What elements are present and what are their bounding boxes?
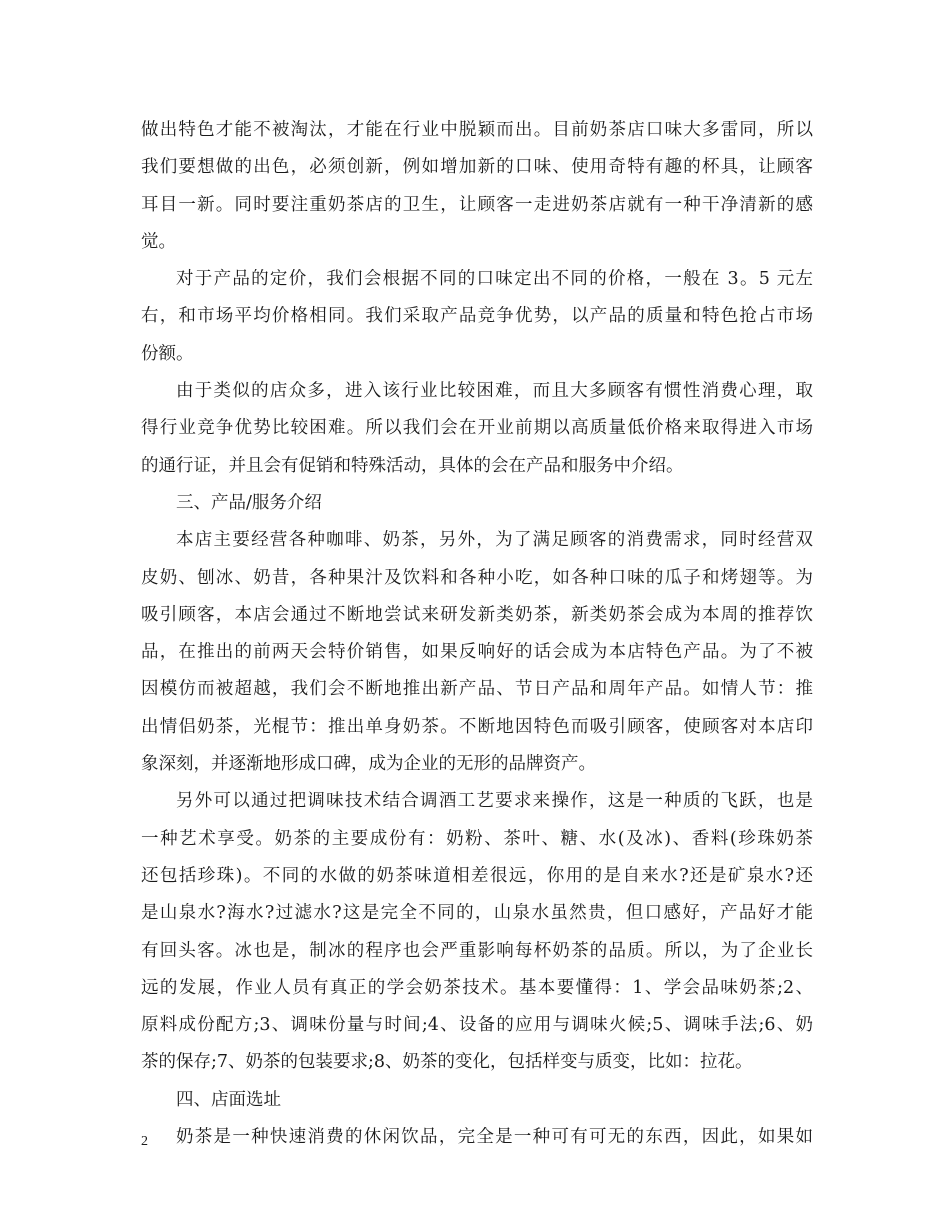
- text-line: 象深刻，并逐渐地形成口碑，成为企业的无形的品牌资产。: [141, 754, 596, 775]
- text-line: 份额。: [141, 343, 194, 364]
- text-line: 耳目一新。同时要注重奶茶店的卫生，让顾客一走进奶茶店就有一种干净清新的感: [141, 194, 813, 215]
- text-line: 远的发展，作业人员有真正的学会奶茶技术。基本要懂得：1、学会品味奶茶;2、: [141, 977, 813, 998]
- text-line: 得行业竞争优势比较困难。所以我们会在开业前期以高质量低价格来取得进入市场: [141, 418, 813, 439]
- text-line: 另外可以通过把调味技术结合调酒工艺要求来操作，这是一种质的飞跃，也是: [176, 791, 813, 812]
- document-body: [141, 112, 813, 1156]
- text-line: 原料成份配方;3、调味份量与时间;4、设备的应用与调味火候;5、调味手法;6、奶: [141, 1015, 813, 1036]
- text-line: 是山泉水?海水?过滤水?这是完全不同的，山泉水虽然贵，但口感好，产品好才能: [141, 903, 813, 924]
- text-line: 吸引顾客，本店会通过不断地尝试来研发新类奶茶，新类奶茶会成为本周的推荐饮: [141, 604, 813, 625]
- text-line: 还包括珍珠)。不同的水做的奶茶味道相差很远，你用的是自来水?还是矿泉水?还: [141, 865, 813, 886]
- section-heading: 四、店面选址: [176, 1089, 281, 1110]
- text-line: 皮奶、刨冰、奶昔，各种果汁及饮料和各种小吃，如各种口味的瓜子和烤翅等。为: [141, 567, 813, 588]
- text-line: 对于产品的定价，我们会根据不同的口味定出不同的价格，一般在 3。5 元左: [176, 269, 813, 290]
- section-heading: 三、产品/服务介绍: [176, 492, 322, 513]
- text-line: 有回头客。冰也是，制冰的程序也会严重影响每杯奶茶的品质。所以，为了企业长: [141, 940, 813, 961]
- text-line: 觉。: [141, 231, 176, 252]
- text-line: 本店主要经营各种咖啡、奶茶，另外，为了满足顾客的消费需求，同时经营双: [176, 530, 813, 551]
- text-line: 因模仿而被超越，我们会不断地推出新产品、节日产品和周年产品。如情人节：推: [141, 679, 813, 700]
- page-number: 2: [141, 1134, 148, 1149]
- text-line: 的通行证，并且会有促销和特殊活动，具体的会在产品和服务中介绍。: [141, 455, 684, 476]
- text-line: 做出特色才能不被淘汰，才能在行业中脱颖而出。目前奶茶店口味大多雷同，所以: [141, 120, 813, 140]
- text-line: 一种艺术享受。奶茶的主要成份有：奶粉、茶叶、糖、水(及冰)、香料(珍珠奶茶: [141, 828, 813, 849]
- text-line: 出情侣奶茶，光棍节：推出单身奶茶。不断地因特色而吸引顾客，使顾客对本店印: [141, 716, 813, 737]
- text-line: 品，在推出的前两天会特价销售，如果反响好的话会成为本店特色产品。为了不被: [141, 642, 813, 663]
- text-line: 茶的保存;7、奶茶的包装要求;8、奶茶的变化，包括样变与质变，比如：拉花。: [141, 1052, 753, 1073]
- text-line: 右，和市场平均价格相同。我们采取产品竞争优势，以产品的质量和特色抢占市场: [141, 306, 813, 327]
- text-line: 奶茶是一种快速消费的休闲饮品，完全是一种可有可无的东西，因此，如果如: [176, 1127, 813, 1148]
- text-line: 由于类似的店众多，进入该行业比较困难，而且大多顾客有惯性消费心理，取: [176, 381, 813, 402]
- text-line: 我们要想做的出色，必须创新，例如增加新的口味、使用奇特有趣的杯具，让顾客: [141, 157, 813, 178]
